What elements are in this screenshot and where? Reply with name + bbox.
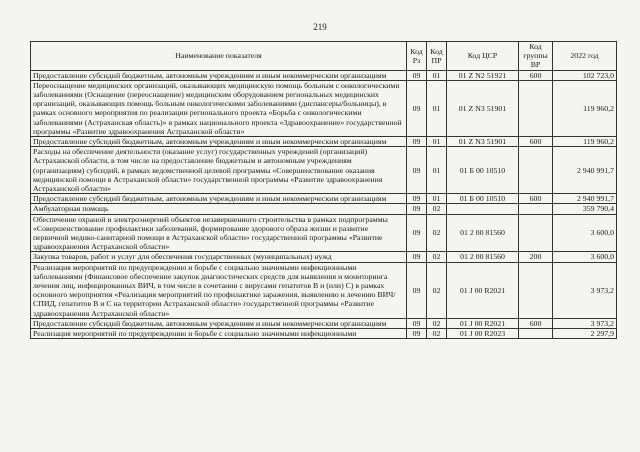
row-name: Предоставление субсидий бюджетным, автономным учреждениям и иным некоммерческим организациям (31, 70, 407, 80)
row-value: 3 973,2 (553, 318, 617, 328)
header-2022: 2022 год (553, 42, 617, 71)
row-vr: 600 (519, 194, 553, 204)
row-vr (519, 262, 553, 318)
row-value: 2 940 991,7 (553, 147, 617, 194)
row-pr: 02 (427, 329, 447, 339)
row-name: Переоснащение медицинских организаций, оказывающих медицинскую помощь больным с онкологическими заболеваниями (Оснащение (переоснащение) медицинским оборудованием региональных медицинских организаций, оказывающих помощь больным онкологическими заболеваниями (диспансеры/больницы), в рамках основного мероприятия по реализации регионального проекта «Борьба с онкологическими заболеваниями (Астраханская область)» в рамках национального проекта «Здравоохранение» государственной программы «Развитие здравоохранения Астраханской области» (31, 80, 407, 136)
row-rz: 09 (407, 329, 427, 339)
table-row (31, 194, 617, 204)
table-row (31, 204, 617, 214)
row-rz: 09 (407, 70, 427, 80)
row-vr: 600 (519, 70, 553, 80)
row-value: 3 973,2 (553, 262, 617, 318)
row-pr: 02 (427, 204, 447, 214)
row-pr: 01 (427, 80, 447, 136)
row-rz: 09 (407, 318, 427, 328)
row-name: Предоставление субсидий бюджетным, автономным учреждениям и иным некоммерческим организациям (31, 194, 407, 204)
row-pr: 01 (427, 194, 447, 204)
table-row (31, 70, 617, 80)
row-csr: 01 Z N3 51901 (447, 80, 519, 136)
row-csr: 01 2 00 81560 (447, 214, 519, 252)
row-vr: 600 (519, 137, 553, 147)
row-csr: 01 Z N3 51901 (447, 137, 519, 147)
row-rz: 09 (407, 252, 427, 262)
row-vr (519, 214, 553, 252)
row-pr: 01 (427, 137, 447, 147)
row-pr: 02 (427, 318, 447, 328)
row-pr: 01 (427, 147, 447, 194)
table-row (31, 147, 617, 194)
row-csr: 01 J 00 R2023 (447, 329, 519, 339)
row-value: 3 600,0 (553, 214, 617, 252)
row-pr: 02 (427, 252, 447, 262)
table-row (31, 329, 617, 339)
header-pr: Код ПР (427, 42, 447, 71)
row-name: Предоставление субсидий бюджетным, автономным учреждениям и иным некоммерческим организациям (31, 137, 407, 147)
table-row (31, 214, 617, 252)
row-vr: 200 (519, 252, 553, 262)
page-number: 219 (313, 22, 327, 32)
row-value: 119 960,2 (553, 80, 617, 136)
row-rz: 09 (407, 262, 427, 318)
table-row (31, 252, 617, 262)
table-header-row (31, 42, 617, 71)
row-rz: 09 (407, 214, 427, 252)
header-name: Наименование показателя (31, 42, 407, 71)
table-row (31, 262, 617, 318)
header-csr: Код ЦСР (447, 42, 519, 71)
row-csr: 01 J 00 R2021 (447, 318, 519, 328)
table-row (31, 318, 617, 328)
row-vr (519, 329, 553, 339)
row-value: 3 600,0 (553, 252, 617, 262)
budget-table (30, 41, 617, 339)
row-csr: 01 Б 00 10510 (447, 194, 519, 204)
row-csr (447, 204, 519, 214)
row-value: 2 940 991,7 (553, 194, 617, 204)
row-value: 2 297,9 (553, 329, 617, 339)
row-csr: 01 J 00 R2021 (447, 262, 519, 318)
header-rz: Код Рз (407, 42, 427, 71)
row-rz: 09 (407, 80, 427, 136)
row-vr (519, 80, 553, 136)
row-value: 359 790,4 (553, 204, 617, 214)
row-name: Обеспечение охраной и электроэнергией объектов незавершенного строительства в рамках подпрограммы «Совершенствование профилактики заболеваний, формирование здорового образа жизни и развитие первичной медико-санитарной помощи в Астраханской области» государственной программы «Развитие здравоохранения Астраханской области» (31, 214, 407, 252)
row-rz: 09 (407, 137, 427, 147)
row-vr (519, 204, 553, 214)
row-value: 119 960,2 (553, 137, 617, 147)
row-pr: 02 (427, 214, 447, 252)
row-csr: 01 Z N2 51921 (447, 70, 519, 80)
row-csr: 01 Б 00 10510 (447, 147, 519, 194)
row-pr: 02 (427, 262, 447, 318)
row-name: Реализация мероприятий по предупреждению и борьбе с социально значимыми инфекционными заболеваниями (Финансовое обеспечение закупок диагностических средств для выявления и мониторинга лечения лиц, инфицированных ВИЧ, в том числе в сочетании с вирусами гепатитов В и (или) С) в рамках основного мероприятия «Реализация мероприятий по профилактике заражения, выявлению и лечению ВИЧ/СПИД, гепатитов В и С на территории Астраханской области» государственной программы «Развитие здравоохранения Астраханской области» (31, 262, 407, 318)
row-rz: 09 (407, 147, 427, 194)
row-name: Расходы на обеспечение деятельности (оказание услуг) государственных учреждений (организаций) Астраханской области, в том числе на предоставление бюджетным и автономным учреждениям (организациям) субсидий, в рамках ведомственной целевой программы «Совершенствование оказания медицинской помощи в Астраханской области» государственной программы «Развитие здравоохранения Астраханской области» (31, 147, 407, 194)
row-pr: 01 (427, 70, 447, 80)
row-vr: 600 (519, 318, 553, 328)
table-row (31, 80, 617, 136)
row-rz: 09 (407, 204, 427, 214)
header-vr: Код группы ВР (519, 42, 553, 71)
row-value: 102 723,0 (553, 70, 617, 80)
row-name: Реализация мероприятий по предупреждению и борьбе с социально значимыми инфекционными (31, 329, 407, 339)
table-row (31, 137, 617, 147)
row-csr: 01 2 00 81560 (447, 252, 519, 262)
row-name: Закупка товаров, работ и услуг для обеспечения государственных (муниципальных) нужд (31, 252, 407, 262)
row-rz: 09 (407, 194, 427, 204)
row-name: Амбулаторная помощь (31, 204, 407, 214)
row-name: Предоставление субсидий бюджетным, автономным учреждениям и иным некоммерческим организациям (31, 318, 407, 328)
row-vr (519, 147, 553, 194)
